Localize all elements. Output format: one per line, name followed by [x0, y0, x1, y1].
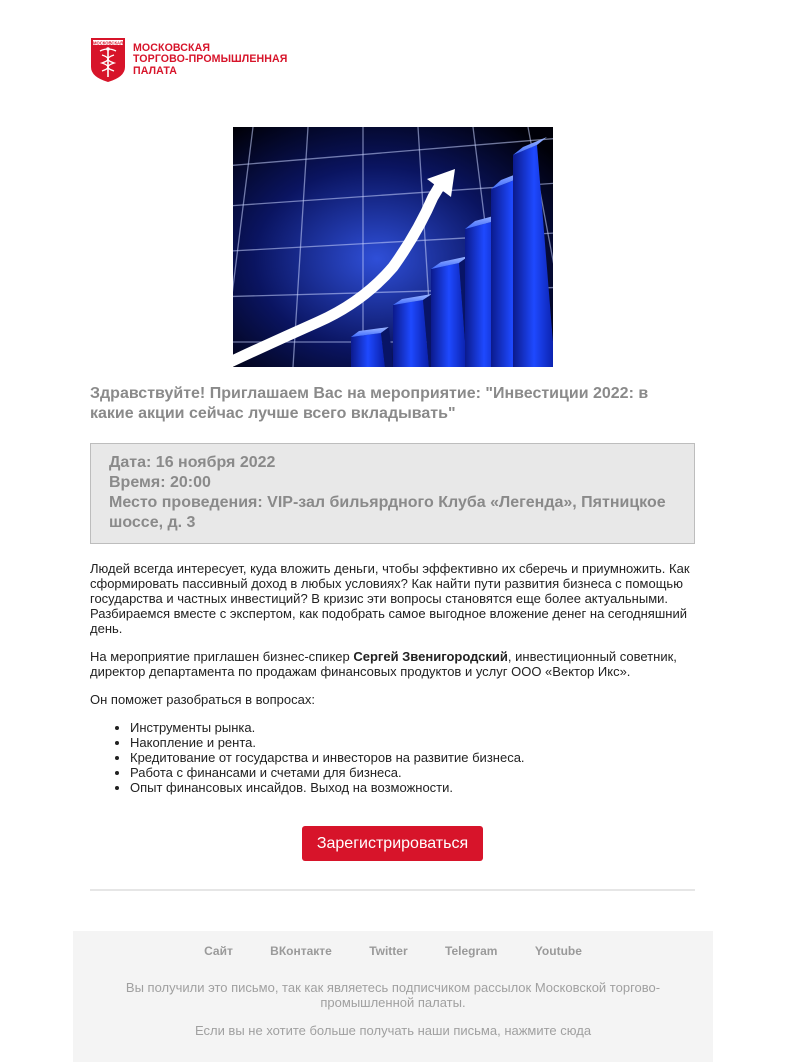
event-date: Дата: 16 ноября 2022 [109, 454, 276, 471]
chamber-name [133, 43, 287, 77]
unsubscribe-note [113, 1023, 673, 1038]
list-item: • Инструменты рынка. [130, 720, 690, 735]
footer-link-youtube[interactable]: Youtube [534, 944, 582, 958]
logo-line-2: ТОРГОВО-ПРОМЫШЛЕННАЯ [133, 53, 288, 66]
unsubscribe-text: Если вы не хотите больше получать наши письма, [194, 1023, 505, 1038]
chamber-seal-icon [90, 37, 126, 83]
footer-link-telegram[interactable]: Telegram [445, 944, 498, 958]
event-details-box [90, 443, 695, 544]
svg-text:МОСКОВСКАЯ: МОСКОВСКАЯ [92, 40, 124, 46]
divider [90, 889, 695, 891]
footer-link-vkontakte[interactable]: ВКонтакте [270, 944, 332, 958]
speaker-paragraph [90, 649, 690, 679]
register-button[interactable]: Зарегистрироваться [302, 826, 483, 861]
speaker-details: , инвестиционный советник, директор департамента по продажам финансовых продуктов и услуг ООО «Вектор Икс». [90, 649, 677, 679]
unsubscribe-link[interactable]: нажмите сюда [504, 1023, 592, 1038]
footer-link-site[interactable]: Сайт [204, 944, 233, 958]
hero-image [233, 127, 553, 367]
intro-paragraph: Людей всегда интересует, куда вложить деньги, чтобы эффективно их сберечь и приумножить. Как сформировать пассивный доход в любых условиях? Как найти пути развития бизнеса с помощью государства и частных инвестиций? В кризис эти вопросы становятся еще более актуальными. Разбираемся вместе с экспертом, как подобрать самое выгодное вложение денег на сегодняшний день. [90, 561, 690, 636]
social-links [73, 944, 713, 958]
event-time: Время: 20:00 [109, 474, 211, 491]
subscription-note: Вы получили это письмо, так как являетесь подписчиком рассылок Московской торгово-промышленной палаты. [125, 980, 661, 1010]
rising-bar-chart-with-arrow-image [233, 127, 553, 367]
speaker-intro: На мероприятие приглашен бизнес-спикер [90, 649, 354, 664]
speaker-name: Сергей Звенигородский [353, 649, 508, 664]
list-item: • Опыт финансовых инсайдов. Выход на возможности. [130, 780, 690, 795]
footer-link-twitter[interactable]: Twitter [369, 944, 408, 958]
logo-line-1: МОСКОВСКАЯ [133, 41, 211, 54]
list-item: • Работа с финансами и счетами для бизнеса. [130, 765, 690, 780]
topics-list [130, 720, 690, 795]
chamber-logo[interactable] [90, 36, 300, 84]
list-item: • Накопление и рента. [130, 735, 690, 750]
event-place: Место проведения: VIP-зал бильярдного Клуба «Легенда», Пятницкое шоссе, д. 3 [109, 494, 666, 531]
list-item: • Кредитование от государства и инвесторов на развитие бизнеса. [130, 750, 690, 765]
logo-line-3: ПАЛАТА [133, 64, 178, 77]
topics-intro: Он поможет разобраться в вопросах: [90, 692, 315, 707]
invitation-title: Здравствуйте! Приглашаем Вас на мероприятие: "Инвестиции 2022: в какие акции сейчас лучше всего вкладывать" [90, 385, 649, 422]
footer [73, 931, 713, 1062]
